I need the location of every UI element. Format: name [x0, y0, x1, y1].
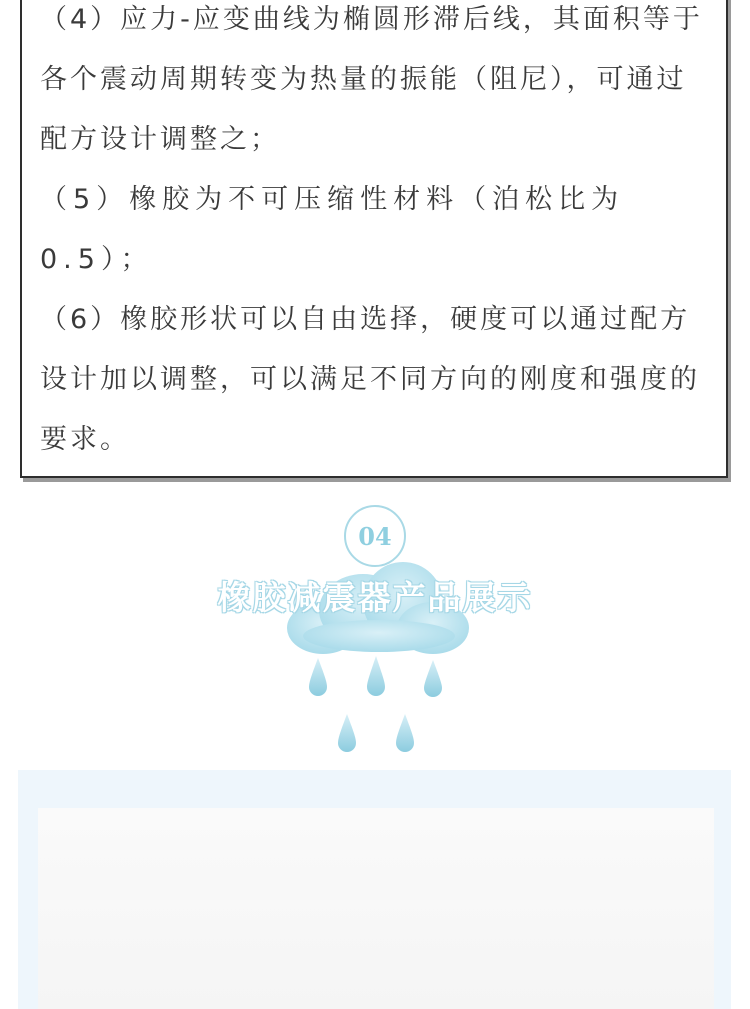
paragraph-item-5: （5）橡胶为不可压缩性材料（泊松比为0.5）；	[40, 184, 625, 275]
raindrops-decoration	[0, 650, 750, 760]
product-image	[38, 808, 714, 1009]
paragraph-item-4: （4）应力-应变曲线为椭圆形滞后线，其面积等于各个震动周期转变为热量的振能（阻尼），可通过配方设计调整之；	[40, 4, 703, 155]
section-title: 橡胶减震器产品展示	[217, 578, 533, 617]
raindrop-icon	[424, 660, 442, 697]
raindrop-icon	[309, 658, 327, 696]
section-number-badge: 04	[344, 505, 406, 567]
feature-text-box	[20, 0, 728, 478]
raindrop-icon	[338, 714, 356, 752]
paragraph-item-6: （6）橡胶形状可以自由选择，硬度可以通过配方设计加以调整，可以满足不同方向的刚度和强度的要求。	[40, 304, 700, 455]
raindrop-icon	[367, 656, 385, 696]
raindrop-icon	[396, 714, 414, 752]
